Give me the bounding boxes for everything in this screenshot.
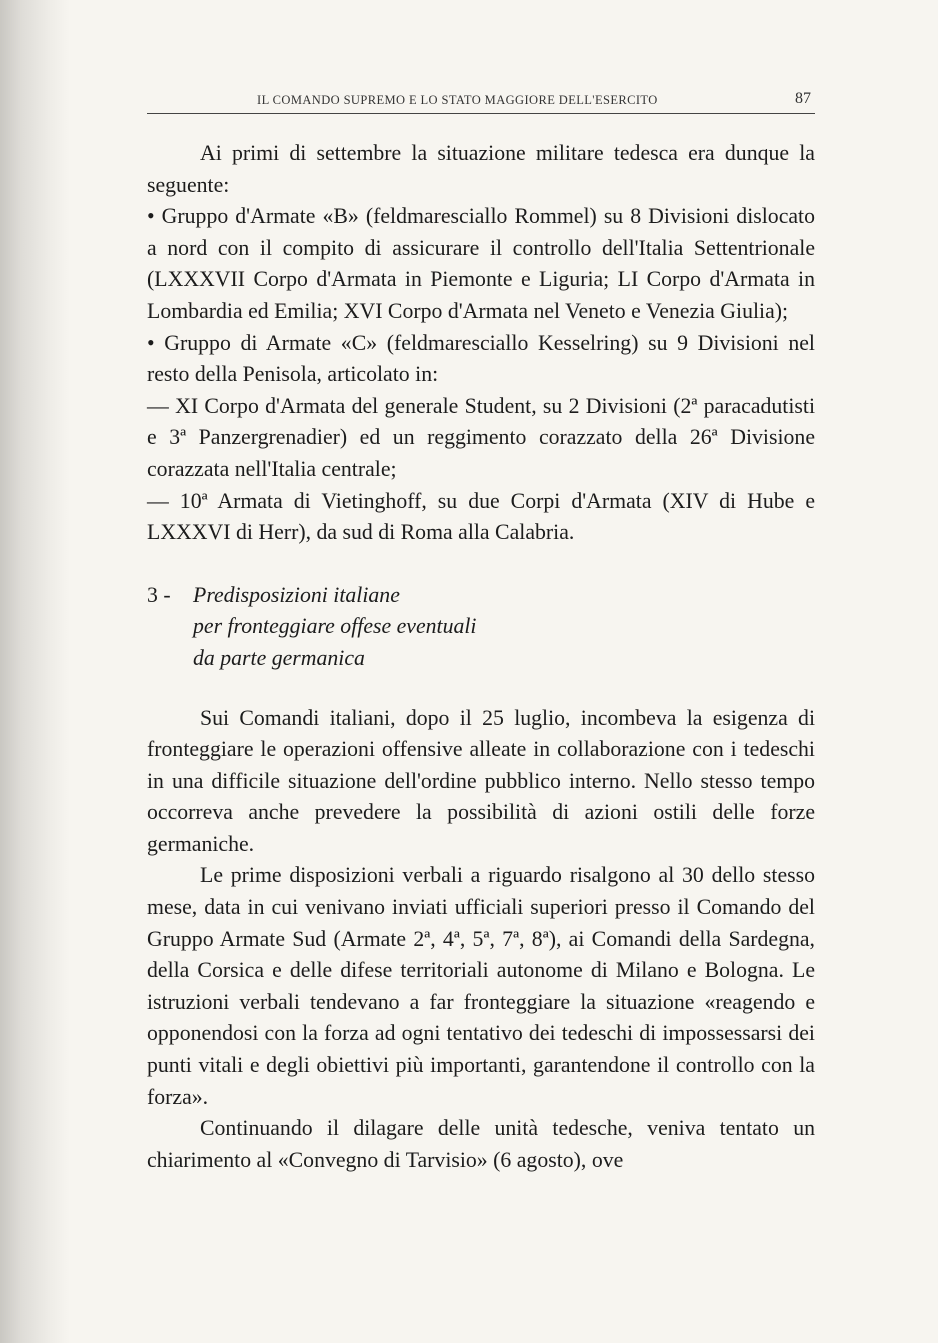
section-title-line: per fronteggiare offese eventuali <box>193 614 477 639</box>
page-number: 87 <box>795 90 811 107</box>
section-title-line: da parte germanica <box>193 645 365 670</box>
paragraph: Sui Comandi italiani, dopo il 25 luglio, incombeva la esigenza di fronteggiare le operazioni offensive alleate in collaborazione con i tedeschi in una difficile situazione dell'ordine pubblico interno. Nello stesso tempo occorreva anche prevedere la possibilità di azioni ostili delle forze germaniche. <box>147 705 815 856</box>
dash-item: — 10ª Armata di Vietinghoff, su due Corpi d'Armata (XIV di Hube e LXXXVI di Herr), da sud di Roma alla Calabria. <box>147 488 815 545</box>
running-title: IL COMANDO SUPREMO E LO STATO MAGGIORE DELL'ESERCITO <box>257 93 658 107</box>
section-title-line: Predisposizioni italiane <box>193 582 400 607</box>
section-heading <box>147 580 815 675</box>
binding-shadow <box>0 0 70 1343</box>
paragraph: Le prime disposizioni verbali a riguardo risalgono al 30 dello stesso mese, data in cui venivano inviati ufficiali superiori presso il Comando del Gruppo Armate Sud (Armate 2ª, 4ª, 5ª, 7ª, 8ª), ai Comandi della Sardegna, della Corsica e delle difese territoriali autonome di Milano e Bologna. Le istruzioni verbali tendevano a far fronteggiare la situazione «reagendo e opponendosi con la forza ad ogni tentativo dei tedeschi di impossessarsi dei punti vitali e degli obiettivi più importanti, garantendone il controllo con la forza». <box>147 863 815 1109</box>
paragraph: Ai primi di settembre la situazione militare tedesca era dunque la seguente: <box>147 141 815 197</box>
page-body <box>147 138 815 1176</box>
dash-item: — XI Corpo d'Armata del generale Student, su 2 Divisioni (2ª paracadutisti e 3ª Panzergrenadier) ed un reggimento corazzato della 26ª Divisione corazzata nell'Italia centrale; <box>147 393 815 481</box>
page-header <box>147 89 815 114</box>
bullet-item: • Gruppo d'Armate «B» (feldmaresciallo Rommel) su 8 Divisioni dislocato a nord con il compito di assicurare il controllo dell'Italia Settentrionale (LXXXVII Corpo d'Armata in Piemonte e Liguria; LI Corpo d'Armata in Lombardia ed Emilia; XVI Corpo d'Armata nel Veneto e Venezia Giulia); <box>147 204 815 323</box>
paragraph: Continuando il dilagare delle unità tedesche, veniva tentato un chiarimento al «Convegno di Tarvisio» (6 agosto), ove <box>147 1116 815 1172</box>
bullet-item: • Gruppo di Armate «C» (feldmaresciallo Kesselring) su 9 Divisioni nel resto della Penisola, articolato in: <box>147 330 815 387</box>
section-number: 3 - <box>147 582 171 607</box>
